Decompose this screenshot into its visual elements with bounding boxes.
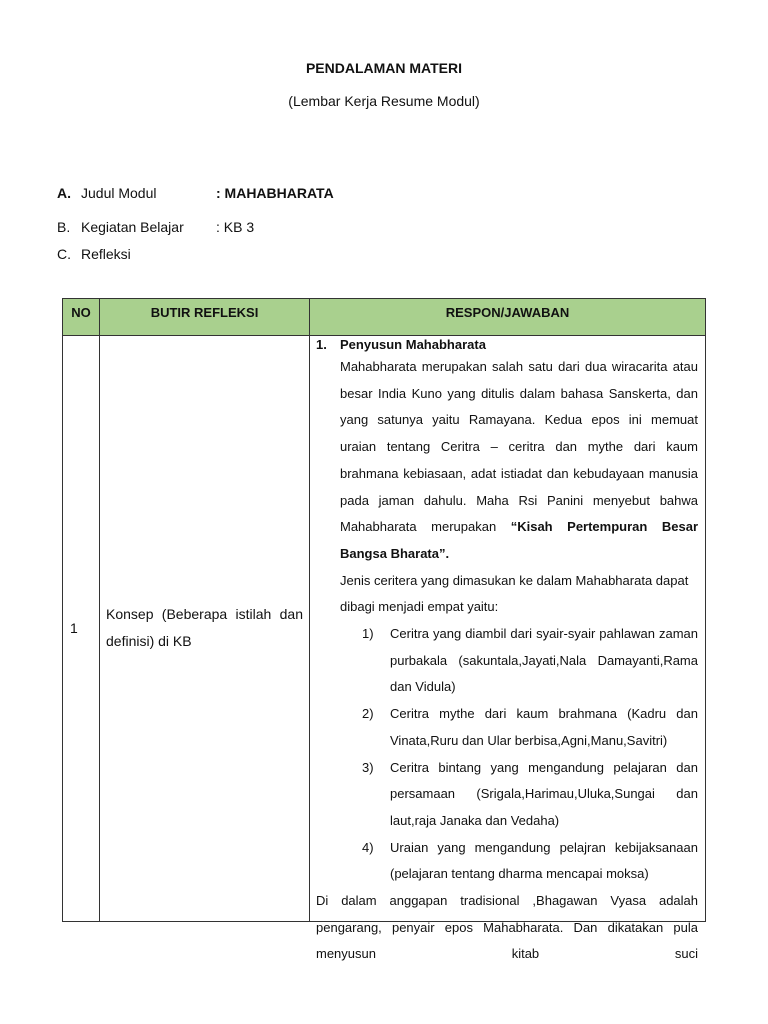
paragraph-closing: Di dalam anggapan tradisional ,Bhagawan Vyasa adalah pengarang, penyair epos Mahabharata. Dan dikatakan pula menyusun kitab suci (316, 893, 698, 962)
meta-label-refleksi: Refleksi (81, 246, 131, 262)
list-item (316, 835, 698, 888)
meta-judul-modul (57, 185, 334, 201)
paragraph-intro-text: Mahabharata merupakan salah satu dari dua wiracarita atau besar India Kuno yang ditulis dalam bahasa Sanskerta, dan yang satunya yaitu Ramayana. Kedua epos ini memuat uraian tentang Ceritra – ceritra dan mythe dari kaum brahmana kebiasaan, adat istiadat dan kebudayaan manusia pada jaman dahulu. Maha Rsi Panini menyebut bahwa Mahabharata merupakan (340, 359, 698, 535)
types-list (316, 621, 698, 888)
list-item-number: 3) (362, 759, 374, 775)
list-item (316, 755, 698, 835)
row-number-text: 1 (70, 620, 78, 636)
list-item (316, 701, 698, 754)
list-item-number: 4) (362, 839, 374, 855)
meta-letter-b: B. (57, 219, 71, 235)
list-item-text: Ceritra yang diambil dari syair-syair pahlawan zaman purbakala (sakuntala,Jayati,Nala Damayanti,Rama dan Vidula) (390, 626, 698, 695)
section-title: Penyusun Mahabharata (340, 337, 486, 352)
section-number: 1. (316, 337, 327, 352)
list-item (316, 621, 698, 701)
butir-refleksi-text: Konsep (Beberapa istilah dan definisi) di KB (106, 606, 303, 649)
meta-label-kegiatan: Kegiatan Belajar (81, 219, 184, 235)
page-subtitle: (Lembar Kerja Resume Modul) (288, 93, 480, 109)
page-title: PENDALAMAN MATERI (305, 60, 463, 76)
header-butir-refleksi: BUTIR REFLEKSI (150, 305, 259, 320)
list-item-text: Ceritra mythe dari kaum brahmana (Kadru dan Vinata,Ruru dan Ular berbisa,Agni,Manu,Savitri) (390, 706, 698, 748)
meta-value-judul: : MAHABHARATA (216, 185, 334, 201)
list-item-text: Ceritra bintang yang mengandung pelajaran dan persamaan (Srigala,Harimau,Uluka,Sungai dan laut,raja Janaka dan Vedaha) (390, 759, 698, 828)
respon-jawaban-cell (310, 335, 705, 962)
list-item-text: Uraian yang mengandung pelajran kebijaksanaan (pelajaran tentang dharma mencapai moksa) (390, 839, 698, 882)
row-number (63, 335, 99, 921)
meta-letter-c: C. (57, 246, 71, 262)
meta-value-kegiatan: : KB 3 (216, 219, 255, 235)
list-item-number: 2) (362, 706, 374, 722)
reflection-table (62, 298, 706, 962)
header-respon-jawaban: RESPON/JAWABAN (445, 305, 570, 320)
paragraph-intro-emphasis: “Kisah Pertempuran Besar Bangsa Bharata”. (340, 519, 698, 561)
paragraph-intro (316, 354, 698, 568)
meta-letter-a: A. (57, 185, 71, 201)
butir-refleksi-cell (100, 335, 309, 921)
list-item-number: 1) (362, 626, 374, 642)
meta-label-judul: Judul Modul (81, 185, 157, 201)
meta-refleksi (57, 246, 216, 262)
header-no: NO (71, 305, 91, 320)
section-heading (316, 336, 698, 354)
meta-kegiatan-belajar (57, 219, 254, 235)
paragraph-types: Jenis ceritera yang dimasukan ke dalam Mahabharata dapat dibagi menjadi empat yaitu: (340, 572, 689, 615)
